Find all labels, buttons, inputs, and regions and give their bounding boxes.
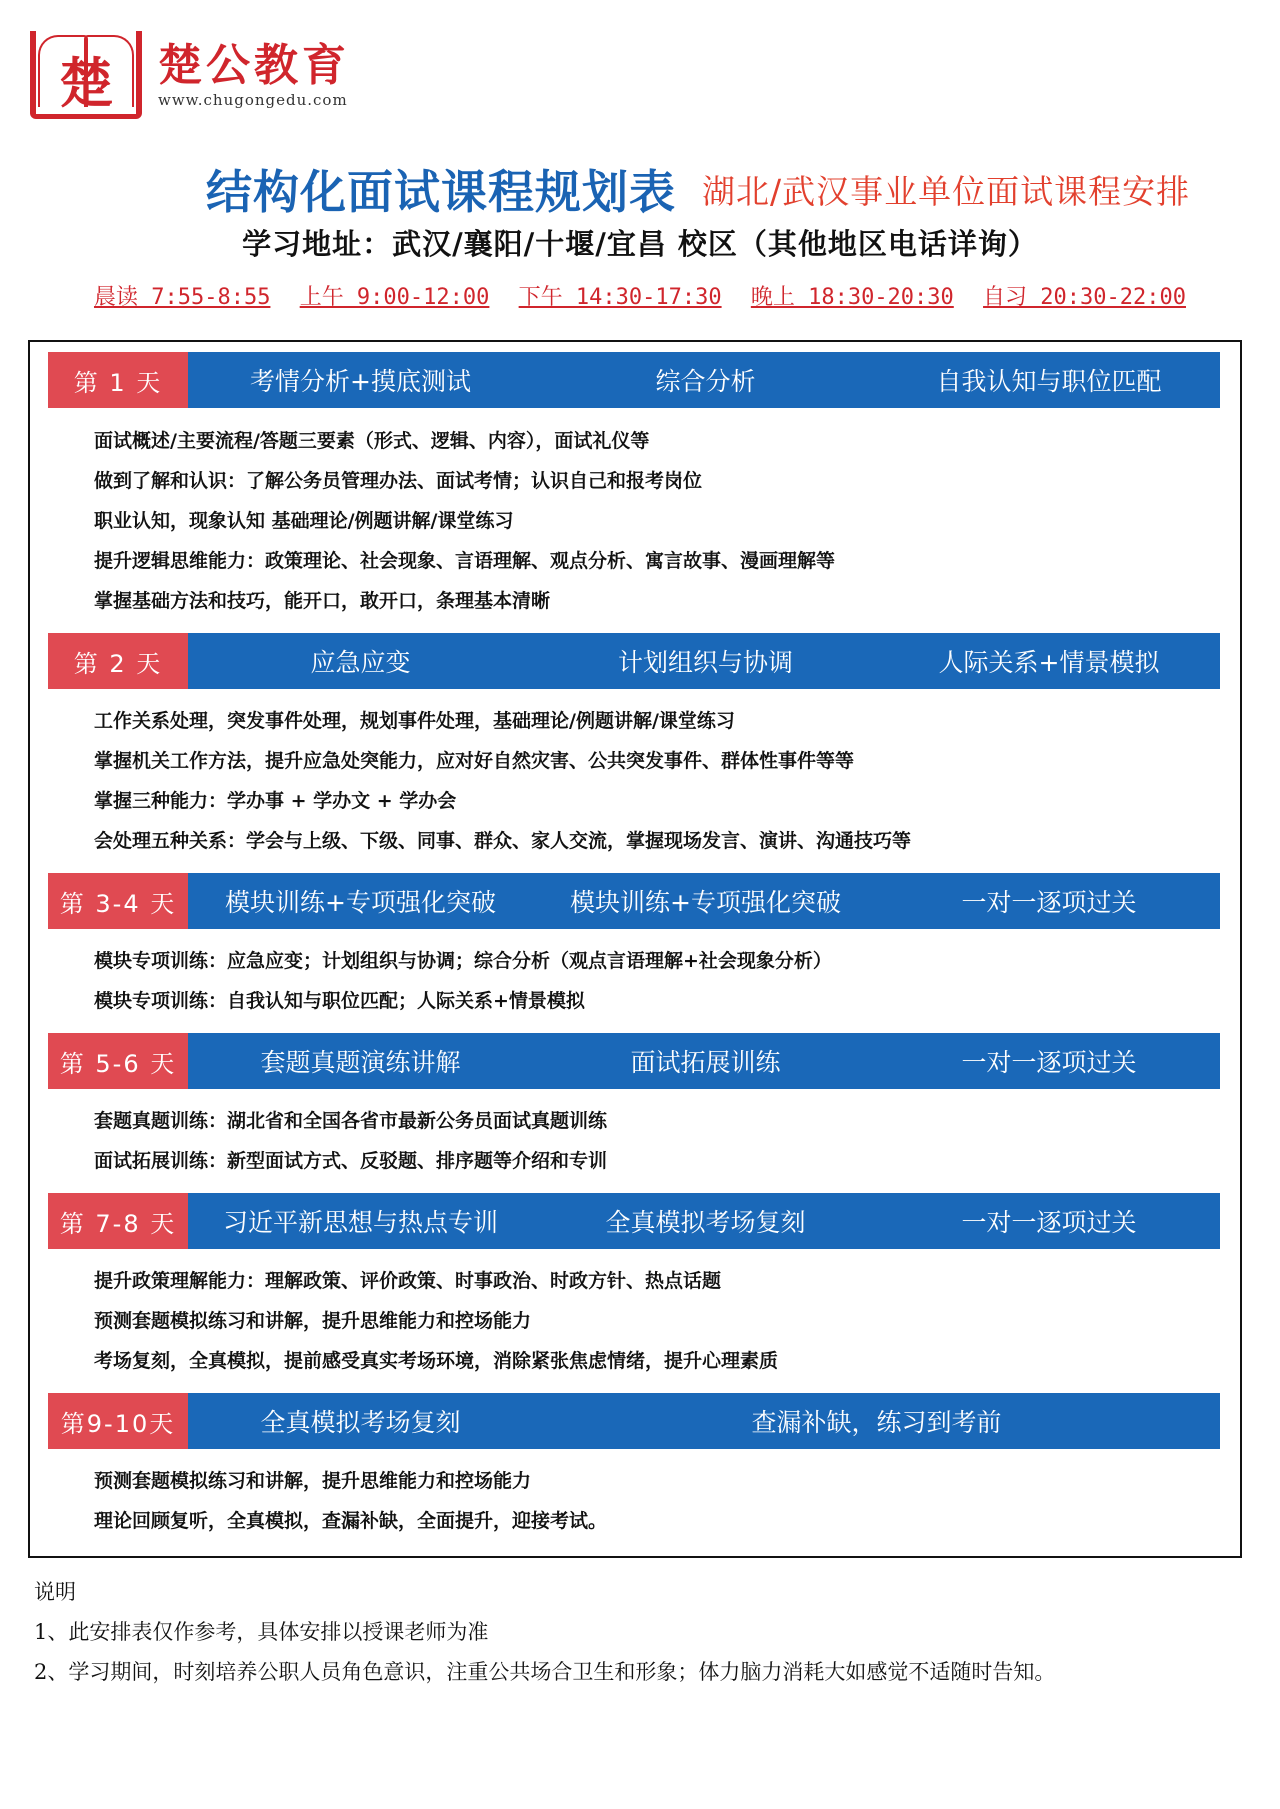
detail-line: 职业认知，现象认知 基础理论/例题讲解/课堂练习 xyxy=(94,510,514,532)
logo xyxy=(30,30,350,120)
day-label: 第 1 天 xyxy=(48,352,188,408)
day-topic: 人际关系+情景模拟 xyxy=(938,648,1160,677)
daily-schedule xyxy=(0,280,1280,311)
note-item: 1、此安排表仅作参考，具体安排以授课老师为准 xyxy=(34,1620,489,1644)
day-topic: 应急应变 xyxy=(310,648,411,677)
day-bar-3-4 xyxy=(48,873,1220,929)
day-topic: 套题真题演练讲解 xyxy=(260,1048,461,1077)
day-bar-5-6 xyxy=(48,1033,1220,1089)
note-item: 2、学习期间，时刻培养公职人员角色意识，注重公共场合卫生和形象；体力脑力消耗大如感觉不适随时告知。 xyxy=(34,1660,1056,1684)
schedule-item: 下午 14:30-17:30 xyxy=(518,285,722,310)
detail-line: 理论回顾复听，全真模拟，查漏补缺，全面提升，迎接考试。 xyxy=(94,1510,608,1532)
day-bar-1 xyxy=(48,352,1220,408)
detail-line: 提升逻辑思维能力：政策理论、社会现象、言语理解、观点分析、寓言故事、漫画理解等 xyxy=(94,550,836,572)
day-bar-9-10 xyxy=(48,1393,1220,1449)
logo-glyph: 楚 xyxy=(59,51,113,115)
day-topic: 全真模拟考场复刻 xyxy=(605,1208,806,1237)
day-topic: 面试拓展训练 xyxy=(630,1048,781,1077)
day-bar-7-8 xyxy=(48,1193,1220,1249)
schedule-item: 晨读 7:55-8:55 xyxy=(93,285,271,310)
detail-line: 掌握基础方法和技巧，能开口，敢开口，条理基本清晰 xyxy=(94,590,551,612)
detail-line: 考场复刻，全真模拟，提前感受真实考场环境，消除紧张焦虑情绪，提升心理素质 xyxy=(94,1350,779,1372)
detail-line: 工作关系处理，突发事件处理，规划事件处理，基础理论/例题讲解/课堂练习 xyxy=(94,710,735,732)
day-topic: 考情分析+摸底测试 xyxy=(250,367,471,396)
day-topic: 计划组织与协调 xyxy=(617,648,793,677)
day-details-9-10 xyxy=(94,1461,607,1541)
day-details-1 xyxy=(94,421,835,621)
detail-line: 套题真题训练：湖北省和全国各省市最新公务员面试真题训练 xyxy=(94,1110,608,1132)
day-bar-2 xyxy=(48,633,1220,689)
day-details-3-4 xyxy=(94,941,832,1021)
day-label: 第 2 天 xyxy=(48,633,188,689)
day-topic: 综合分析 xyxy=(655,367,756,396)
detail-line: 提升政策理解能力：理解政策、评价政策、时事政治、时政方针、热点话题 xyxy=(94,1270,722,1292)
day-topic: 习近平新思想与热点专训 xyxy=(222,1208,498,1237)
detail-line: 面试概述/主要流程/答题三要素（形式、逻辑、内容），面试礼仪等 xyxy=(94,430,650,452)
detail-line: 掌握机关工作方法，提升应急处突能力，应对好自然灾害、公共突发事件、群体性事件等等 xyxy=(94,750,855,772)
detail-line: 做到了解和认识：了解公务员管理办法、面试考情；认识自己和报考岗位 xyxy=(94,470,703,492)
detail-line: 预测套题模拟练习和讲解，提升思维能力和控场能力 xyxy=(94,1470,532,1492)
detail-line: 模块专项训练：自我认知与职位匹配；人际关系+情景模拟 xyxy=(94,990,585,1012)
day-topic: 一对一逐项过关 xyxy=(961,888,1137,917)
day-details-7-8 xyxy=(94,1261,778,1381)
page-title: 结构化面试课程规划表 xyxy=(206,165,676,219)
schedule-item: 自习 20:30-22:00 xyxy=(983,285,1186,310)
day-topic: 模块训练+专项强化突破 xyxy=(225,888,496,917)
day-label: 第 5-6 天 xyxy=(48,1033,188,1089)
notes-section xyxy=(34,1572,1055,1692)
day-topic: 全真模拟考场复刻 xyxy=(260,1408,461,1437)
notes-heading: 说明 xyxy=(34,1580,76,1604)
schedule-item: 上午 9:00-12:00 xyxy=(299,285,490,310)
title-row xyxy=(0,150,1280,219)
day-details-5-6 xyxy=(94,1101,607,1181)
study-address: 学习地址：武汉/襄阳/十堰/宜昌 校区（其他地区电话详询） xyxy=(242,227,1038,261)
day-topic: 查漏补缺，练习到考前 xyxy=(751,1408,1002,1437)
schedule-item: 晚上 18:30-20:30 xyxy=(750,285,954,310)
detail-line: 面试拓展训练：新型面试方式、反驳题、排序题等介绍和专训 xyxy=(94,1150,608,1172)
logo-name: 楚公教育 xyxy=(158,40,350,91)
day-topic: 自我认知与职位匹配 xyxy=(936,367,1162,396)
day-label: 第9-10天 xyxy=(48,1393,188,1449)
day-label: 第 3-4 天 xyxy=(48,873,188,929)
detail-line: 模块专项训练：应急应变；计划组织与协调；综合分析（观点言语理解+社会现象分析） xyxy=(94,950,832,972)
logo-url: www.chugongedu.com xyxy=(158,91,348,109)
day-details-2 xyxy=(94,701,911,861)
detail-line: 会处理五种关系：学会与上级、下级、同事、群众、家人交流，掌握现场发言、演讲、沟通技巧等 xyxy=(94,830,912,852)
detail-line: 预测套题模拟练习和讲解，提升思维能力和控场能力 xyxy=(94,1310,532,1332)
day-topic: 一对一逐项过关 xyxy=(961,1208,1137,1237)
day-topic: 模块训练+专项强化突破 xyxy=(570,888,841,917)
page-subtitle: 湖北/武汉事业单位面试课程安排 xyxy=(702,172,1191,211)
detail-line: 掌握三种能力：学办事 + 学办文 + 学办会 xyxy=(94,790,457,812)
book-logo-icon xyxy=(30,31,142,119)
day-label: 第 7-8 天 xyxy=(48,1193,188,1249)
day-topic: 一对一逐项过关 xyxy=(961,1048,1137,1077)
